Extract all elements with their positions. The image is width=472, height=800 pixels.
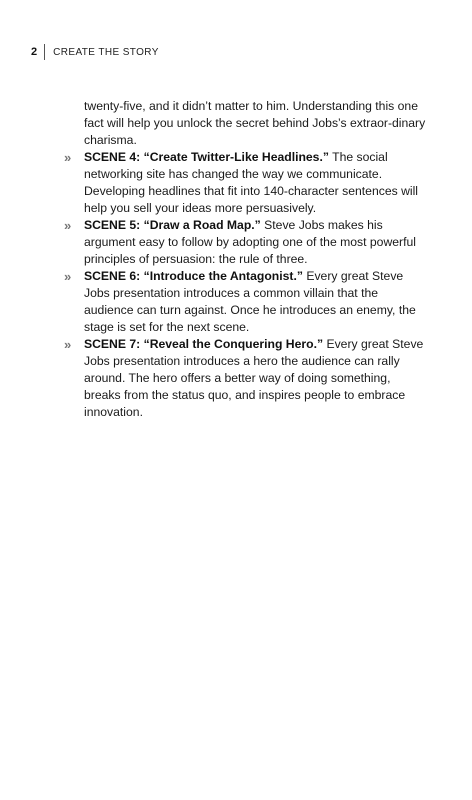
scene-item (64, 149, 430, 217)
scene-title: SCENE 6: “Introduce the Antagonist.” (84, 269, 303, 283)
scene-description: Every great Steve Jobs presentation introduces a hero the audience can rally around. The hero offers a better way of doing something, breaks from the status quo, and inspires people to embrace innovation. (84, 337, 424, 419)
scene-title: SCENE 4: “Create Twitter-Like Headlines.” (84, 150, 329, 164)
double-chevron-bullet-icon: » (64, 337, 72, 352)
scene-title: SCENE 7: “Reveal the Conquering Hero.” (84, 337, 324, 351)
double-chevron-bullet-icon: » (64, 218, 72, 233)
page-body (64, 98, 430, 421)
double-chevron-bullet-icon: » (64, 150, 72, 165)
double-chevron-bullet-icon: » (64, 269, 72, 284)
scene-description: Every great Steve Jobs presentation introduces a common villain that the audience can turn against. Once he introduces an enemy, the stage is set for the next scene. (84, 269, 416, 334)
running-title: CREATE THE STORY (53, 46, 159, 58)
running-head (31, 44, 159, 60)
scene-description: Steve Jobs makes his argument easy to follow by adopting one of the most powerful principles of persuasion: the rule of three. (84, 218, 416, 266)
scene-item (64, 268, 430, 336)
intro-paragraph: twenty-five, and it didn’t matter to him. Understanding this one fact will help you unlock the secret behind Jobs’s extraor-dinary charisma. (84, 99, 426, 147)
scene-title: SCENE 5: “Draw a Road Map.” (84, 218, 261, 232)
scene-item (64, 336, 430, 421)
page-number: 2 (31, 46, 38, 58)
scene-description: The social networking site has changed the way we communicate. Developing headlines that fit into 140-character sentences will help you sell your ideas more persuasively. (84, 150, 418, 215)
scene-item (64, 217, 430, 268)
